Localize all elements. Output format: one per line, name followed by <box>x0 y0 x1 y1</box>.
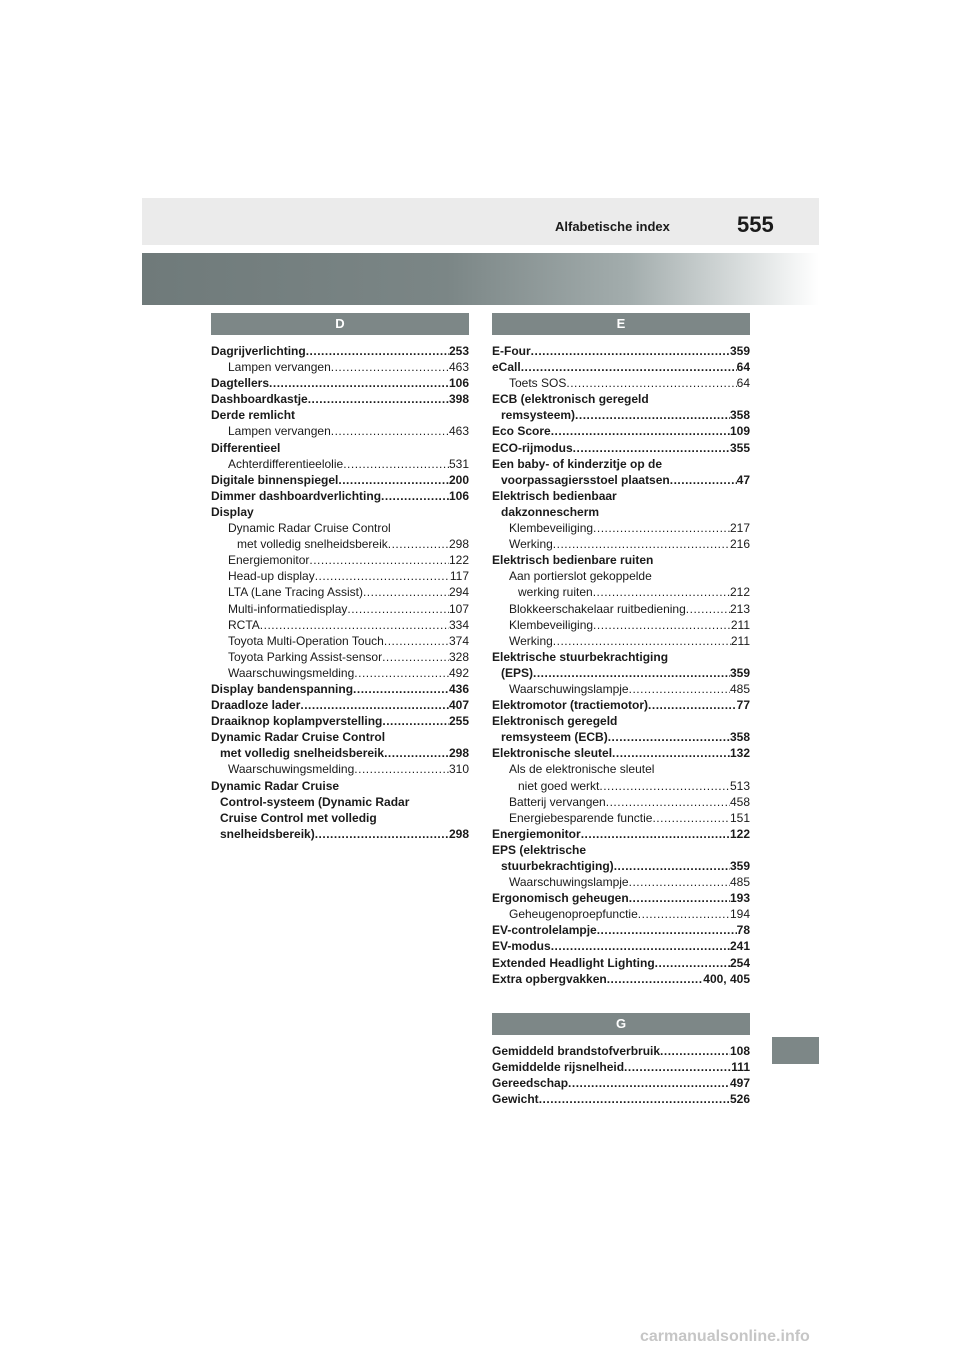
header-bar <box>142 198 819 245</box>
dot-leader <box>599 778 730 794</box>
index-entry-term: Derde remlicht <box>211 408 296 423</box>
dot-leader <box>531 343 730 359</box>
index-entry <box>492 810 750 826</box>
page-number: 555 <box>737 212 774 237</box>
index-entry <box>211 584 469 600</box>
index-entry-term: voorpassagiersstoel plaatsen <box>501 472 670 487</box>
dot-leader <box>575 407 730 423</box>
index-entry <box>492 440 750 456</box>
index-entry-page: 436 <box>448 681 469 696</box>
index-entry-page: 212 <box>729 585 750 600</box>
index-entry-term: Draaiknop koplampverstelling <box>211 714 383 729</box>
index-entry-page: 106 <box>448 376 469 391</box>
index-entry-page: 122 <box>448 553 469 568</box>
index-entry <box>492 922 750 938</box>
index-entry-page: 298 <box>448 826 469 841</box>
dot-leader <box>521 359 737 375</box>
dot-leader <box>269 375 449 391</box>
dot-leader <box>308 391 449 407</box>
dot-leader <box>343 456 449 472</box>
index-entry-page: 211 <box>730 633 750 648</box>
dot-leader <box>331 359 449 375</box>
index-entry <box>492 858 750 874</box>
index-entry-term: Energiemonitor <box>492 826 581 841</box>
index-entry-term: RCTA <box>228 617 260 632</box>
index-entry-page: 111 <box>731 1059 750 1074</box>
index-entry-term: Dagrijverlichting <box>211 344 306 358</box>
index-entry-page: 359 <box>729 344 750 358</box>
dot-leader <box>306 343 449 359</box>
dot-leader <box>566 375 736 391</box>
index-entry-term: Dynamic Radar Cruise Control <box>228 521 391 536</box>
index-entry-term: dakzonnescherm <box>501 504 600 519</box>
index-entry <box>492 826 750 842</box>
index-entry-page: 107 <box>448 601 469 616</box>
index-entry-term: Klembeveiliging <box>509 521 594 536</box>
index-entry <box>492 1059 750 1075</box>
index-entry-term: Display bandenspanning <box>211 681 354 696</box>
index-entry <box>492 343 750 359</box>
dot-leader <box>384 745 449 761</box>
dot-leader <box>553 536 730 552</box>
index-entry-page: 122 <box>729 826 750 841</box>
index-entries-g <box>492 1043 750 1107</box>
dot-leader <box>353 681 449 697</box>
dot-leader <box>607 971 704 987</box>
index-entry-term: Blokkeerschakelaar ruitbediening <box>509 601 686 616</box>
index-entry-term: Eco Score <box>492 424 551 439</box>
index-entry-page: 254 <box>729 955 750 970</box>
section-letter-d: D <box>211 313 469 335</box>
index-entry-page: 253 <box>448 344 469 358</box>
index-entry-page: 298 <box>448 746 469 761</box>
dot-leader <box>382 713 449 729</box>
index-entry-page: 106 <box>448 488 469 503</box>
index-entry-page: 47 <box>736 472 750 487</box>
dot-leader <box>593 617 731 633</box>
watermark: carmanualsonline.info <box>640 1328 810 1345</box>
index-entry-term: Elektronisch geregeld <box>492 714 618 729</box>
index-entry <box>211 391 469 407</box>
index-entry-page: 241 <box>729 939 750 954</box>
index-entry-term: (EPS) <box>501 665 534 680</box>
dot-leader <box>593 584 730 600</box>
index-entry-term: EPS (elektrische <box>492 842 587 857</box>
index-entry-page: 194 <box>729 907 750 922</box>
index-entry <box>211 761 469 777</box>
dot-leader <box>670 472 737 488</box>
index-entry-page: 355 <box>729 440 750 455</box>
dot-leader <box>553 633 731 649</box>
index-entry-term: eCall <box>492 360 521 375</box>
index-entry-term: Dimmer dashboardverlichting <box>211 488 382 503</box>
index-entry-term: Batterij vervangen <box>509 794 606 809</box>
index-entry <box>211 681 469 697</box>
dot-leader <box>260 617 449 633</box>
dot-leader <box>381 488 449 504</box>
index-entry-term: Multi-informatiedisplay <box>228 601 348 616</box>
index-entry-page: 526 <box>729 1092 750 1107</box>
index-entry-term: Elektrisch bedienbaar <box>492 488 617 503</box>
index-entry-page: 193 <box>729 891 750 906</box>
index-entry-page: 513 <box>729 778 750 793</box>
section-letter-g: G <box>492 1013 750 1035</box>
index-entry-page: 78 <box>736 923 750 938</box>
index-entry <box>211 423 469 439</box>
index-entry <box>211 713 469 729</box>
dot-leader <box>533 665 730 681</box>
index-entry-page: 217 <box>729 521 750 536</box>
index-entry-term: Aan portierslot gekoppelde <box>509 569 652 584</box>
index-entry <box>211 536 469 552</box>
index-entry-page: 334 <box>448 617 469 632</box>
index-entry-term: Als de elektronische sleutel <box>509 762 655 777</box>
index-entry-page: 216 <box>729 537 750 552</box>
dot-leader <box>624 1059 731 1075</box>
dot-leader <box>315 826 449 842</box>
index-entry-term: snelheidsbereik) <box>220 826 315 841</box>
index-entries-e <box>492 343 750 987</box>
index-entry-term: ECO-rijmodus <box>492 440 573 455</box>
index-entry-page: 458 <box>729 794 750 809</box>
index-entry-term: Differentieel <box>211 440 281 455</box>
index-entry <box>211 359 469 375</box>
index-entry-page: 77 <box>736 698 750 713</box>
index-entry <box>492 745 750 761</box>
index-entry-term: Toyota Multi-Operation Touch <box>228 633 384 648</box>
dot-leader <box>388 536 449 552</box>
index-entry <box>492 633 750 649</box>
index-entry-term: Dagtellers <box>211 376 270 391</box>
dot-leader <box>539 1091 730 1107</box>
index-entry <box>492 665 750 681</box>
index-entry-term: Cruise Control met volledig <box>220 810 377 825</box>
index-entry-term: EV-modus <box>492 939 551 954</box>
dot-leader <box>338 472 449 488</box>
index-entry-page: 109 <box>729 424 750 439</box>
index-entry-page: 117 <box>449 569 469 584</box>
index-entry-page: 358 <box>729 730 750 745</box>
index-entry-term: werking ruiten <box>518 585 593 600</box>
index-entry-term: Elektromotor (tractiemotor) <box>492 698 649 713</box>
index-entry-term: Head-up display <box>228 569 315 584</box>
index-entry-term: Gereedschap <box>492 1075 569 1090</box>
dot-leader <box>629 681 730 697</box>
index-entry-page: 400, 405 <box>703 971 750 986</box>
index-entry-page: 492 <box>448 665 469 680</box>
index-entry-term: remsysteem) <box>501 408 576 423</box>
index-entry-term: Energiebesparende functie <box>509 810 653 825</box>
index-entry <box>492 536 750 552</box>
dot-leader <box>638 906 730 922</box>
index-entry-page: 463 <box>448 424 469 439</box>
index-entry <box>211 488 469 504</box>
index-entry-term: Extra opbergvakken <box>492 971 607 986</box>
index-entry <box>492 906 750 922</box>
page-title: Alfabetische index <box>555 219 670 234</box>
index-entry <box>211 601 469 617</box>
index-entry <box>492 874 750 890</box>
index-entry-term: Waarschuwingsmelding <box>228 762 355 777</box>
index-entry <box>211 552 469 568</box>
index-entry-page: 298 <box>448 537 469 552</box>
dot-leader <box>660 1043 730 1059</box>
index-entry-term: Draadloze lader <box>211 698 301 713</box>
index-entry-term: Geheugenoproepfunctie <box>509 907 638 922</box>
index-entry-term: Dynamic Radar Cruise Control <box>211 730 386 745</box>
dot-leader <box>608 729 730 745</box>
index-entry-page: 359 <box>729 859 750 873</box>
index-entry-term: Achterdifferentieelolie <box>228 456 344 471</box>
index-entry-term: Display <box>211 504 254 519</box>
index-entry <box>211 826 469 842</box>
index-entry <box>211 633 469 649</box>
index-entry-term: remsysteem (ECB) <box>501 730 608 745</box>
index-entry <box>492 584 750 600</box>
index-entry-term: Toets SOS <box>509 376 567 391</box>
section-letter-e: E <box>492 313 750 335</box>
index-column-right <box>492 313 750 1107</box>
index-entry <box>492 407 750 423</box>
index-entry <box>492 729 750 745</box>
index-entry <box>211 665 469 681</box>
dot-leader <box>655 955 730 971</box>
index-entry-term: Ergonomisch geheugen <box>492 891 629 906</box>
index-entry-page: 294 <box>448 585 469 600</box>
dot-leader <box>593 520 730 536</box>
index-entry-page: 463 <box>448 360 469 375</box>
index-entry-page: 64 <box>736 360 750 375</box>
dot-leader <box>354 665 449 681</box>
index-entry <box>211 568 469 584</box>
index-entry-term: EV-controlelampje <box>492 923 597 938</box>
index-entry <box>211 617 469 633</box>
index-entry-page: 255 <box>448 714 469 729</box>
index-entry-term: Waarschuwingslampje <box>509 875 629 890</box>
index-entry-term: Elektrisch bedienbare ruiten <box>492 553 654 568</box>
dot-leader <box>581 826 730 842</box>
index-entry <box>492 1091 750 1107</box>
index-entry-page: 374 <box>448 633 469 648</box>
dot-leader <box>347 601 449 617</box>
index-entry-term: niet goed werkt <box>518 778 600 793</box>
index-entry-page: 151 <box>729 810 750 825</box>
dot-leader <box>382 649 449 665</box>
index-entry-page: 200 <box>448 472 469 487</box>
index-column-left <box>211 313 469 842</box>
index-entry-term: Energiemonitor <box>228 553 310 568</box>
index-entry-term: Dashboardkastje <box>211 392 308 407</box>
index-entry-term: Elektrische stuurbekrachtiging <box>492 649 669 664</box>
dot-leader <box>331 423 449 439</box>
dot-leader <box>648 697 737 713</box>
index-entry-term: E-Four <box>492 344 531 358</box>
index-entry-page: 398 <box>448 392 469 407</box>
dot-leader <box>606 794 730 810</box>
index-entry <box>492 890 750 906</box>
index-entry-term: met volledig snelheidsbereik <box>220 746 385 761</box>
index-entry <box>211 472 469 488</box>
dot-leader <box>629 890 730 906</box>
index-entry-term: Lampen vervangen <box>228 424 331 439</box>
index-entry <box>492 359 750 375</box>
index-entry <box>211 697 469 713</box>
index-entry-term: Elektronische sleutel <box>492 746 613 761</box>
index-entry-page: 359 <box>729 665 750 680</box>
header-banner <box>142 253 819 305</box>
index-entry-term: Klembeveiliging <box>509 617 594 632</box>
index-entry-term: Werking <box>509 633 553 648</box>
dot-leader <box>597 922 737 938</box>
index-entry-page: 497 <box>729 1075 750 1090</box>
index-entry <box>492 423 750 439</box>
dot-leader <box>612 745 730 761</box>
index-entry-term: Control-systeem (Dynamic Radar <box>220 794 410 809</box>
index-entry <box>211 375 469 391</box>
index-entry <box>492 938 750 954</box>
index-entry-term: Een baby- of kinderzitje op de <box>492 456 663 471</box>
index-entry <box>492 955 750 971</box>
dot-leader <box>551 423 730 439</box>
dot-leader <box>686 601 730 617</box>
index-entry-term: Toyota Parking Assist-sensor <box>228 649 383 664</box>
index-entry-page: 485 <box>729 681 750 696</box>
index-entry-term: stuurbekrachtiging) <box>501 859 614 873</box>
index-entry-term: Extended Headlight Lighting <box>492 955 655 970</box>
index-entry-page: 328 <box>448 649 469 664</box>
index-entry <box>492 472 750 488</box>
index-entry-term: Waarschuwingsmelding <box>228 665 355 680</box>
index-entry <box>211 649 469 665</box>
index-entry-term: LTA (Lane Tracing Assist) <box>228 585 363 600</box>
dot-leader <box>573 440 730 456</box>
index-entry-term: Gemiddeld brandstofverbruik <box>492 1043 661 1058</box>
index-entry-page: 64 <box>736 376 750 391</box>
index-entry-page: 310 <box>448 762 469 777</box>
index-entry-term: ECB (elektronisch geregeld <box>492 392 649 407</box>
index-entry-term: Gewicht <box>492 1092 539 1107</box>
index-entry <box>492 1075 750 1091</box>
index-entry-page: 108 <box>729 1043 750 1058</box>
dot-leader <box>384 633 449 649</box>
dot-leader <box>354 761 449 777</box>
index-entry <box>492 794 750 810</box>
index-entry <box>492 601 750 617</box>
index-entry <box>492 1043 750 1059</box>
index-entry-term: Digitale binnenspiegel <box>211 472 339 487</box>
index-entry-term: Waarschuwingslampje <box>509 681 629 696</box>
index-entry-page: 211 <box>730 617 750 632</box>
index-entry-term: Gemiddelde rijsnelheid <box>492 1059 625 1074</box>
dot-leader <box>309 552 449 568</box>
dot-leader <box>315 568 450 584</box>
dot-leader <box>614 858 730 874</box>
index-entry-page: 531 <box>448 456 469 471</box>
index-entry-term: met volledig snelheidsbereik <box>237 537 388 552</box>
index-entry <box>211 745 469 761</box>
index-entry-page: 132 <box>729 746 750 761</box>
index-entry <box>492 375 750 391</box>
dot-leader <box>300 697 449 713</box>
index-entries-d <box>211 343 469 842</box>
dot-leader <box>363 584 449 600</box>
dot-leader <box>652 810 730 826</box>
index-entry-term: Dynamic Radar Cruise <box>211 778 340 793</box>
index-entry <box>492 971 750 987</box>
index-entry <box>211 456 469 472</box>
index-entry-page: 358 <box>729 408 750 423</box>
dot-leader <box>568 1075 730 1091</box>
index-entry <box>492 778 750 794</box>
index-entry <box>492 520 750 536</box>
dot-leader <box>551 938 730 954</box>
index-entry <box>492 681 750 697</box>
index-entry <box>211 343 469 359</box>
index-entry-term: Werking <box>509 537 553 552</box>
dot-leader <box>629 874 730 890</box>
index-entry <box>492 617 750 633</box>
index-entry-page: 407 <box>448 698 469 713</box>
index-entry <box>492 697 750 713</box>
index-entry-term: Lampen vervangen <box>228 360 331 375</box>
chapter-tab <box>772 1037 819 1064</box>
index-entry-page: 485 <box>729 875 750 890</box>
index-entry-page: 213 <box>729 601 750 616</box>
